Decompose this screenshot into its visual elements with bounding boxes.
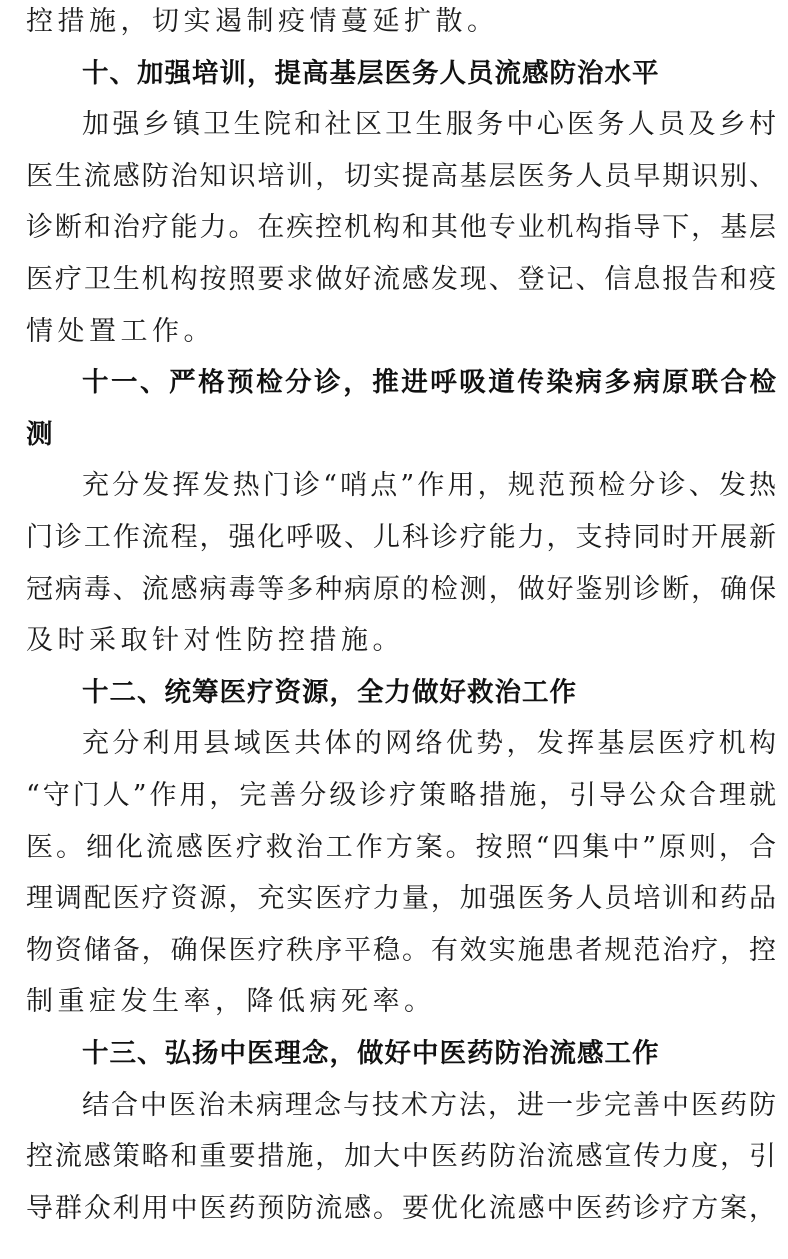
paragraph-line: 充分发挥发热门诊“哨点”作用，规范预检分诊、发热 <box>82 470 776 502</box>
paragraph-line: 物资储备，确保医疗秩序平稳。有效实施患者规范治疗，控 <box>26 934 776 966</box>
paragraph-line: 加强乡镇卫生院和社区卫生服务中心医务人员及乡村 <box>82 109 776 141</box>
paragraph-line: 诊断和治疗能力。在疾控机构和其他专业机构指导下，基层 <box>26 212 776 244</box>
section-heading-line: 十三、弘扬中医理念，做好中医药防治流感工作 <box>82 1038 660 1069</box>
paragraph-line: 充分利用县域医共体的网络优势，发挥基层医疗机构 <box>82 728 776 760</box>
paragraph-line: 控措施，切实遏制疫情蔓延扩散。 <box>26 6 499 37</box>
paragraph-line: 医。细化流感医疗救治工作方案。按照“四集中”原则，合 <box>26 831 776 863</box>
paragraph-line: “守门人”作用，完善分级诊疗策略措施，引导公众合理就 <box>26 780 776 811</box>
paragraph-line: 及时采取针对性防控措施。 <box>26 625 404 657</box>
paragraph-line: 理调配医疗资源，充实医疗力量，加强医务人员培训和药品 <box>26 883 776 915</box>
paragraph-line: 结合中医治未病理念与技术方法，进一步完善中医药防 <box>82 1089 776 1121</box>
section-heading-line: 十一、严格预检分诊，推进呼吸道传染病多病原联合检 <box>82 367 776 399</box>
paragraph-line: 控流感策略和重要措施，加大中医药防治流感宣传力度，引 <box>26 1141 776 1173</box>
paragraph-line: 制重症发生率，降低病死率。 <box>26 986 436 1018</box>
section-heading-line: 十、加强培训，提高基层医务人员流感防治水平 <box>82 57 660 89</box>
section-heading-line: 测 <box>26 418 54 450</box>
paragraph-line: 导群众利用中医药预防流感。要优化流感中医药诊疗方案， <box>26 1192 776 1224</box>
paragraph-line: 冠病毒、流感病毒等多种病原的检测，做好鉴别诊断，确保 <box>26 573 776 605</box>
paragraph-line: 医疗卫生机构按照要求做好流感发现、登记、信息报告和疫 <box>26 264 776 295</box>
paragraph-line: 情处置工作。 <box>26 315 215 347</box>
paragraph-line: 医生流感防治知识培训，切实提高基层医务人员早期识别、 <box>26 160 776 192</box>
paragraph-line: 门诊工作流程，强化呼吸、儿科诊疗能力，支持同时开展新 <box>26 522 776 553</box>
section-heading-line: 十二、统筹医疗资源，全力做好救治工作 <box>82 676 577 708</box>
